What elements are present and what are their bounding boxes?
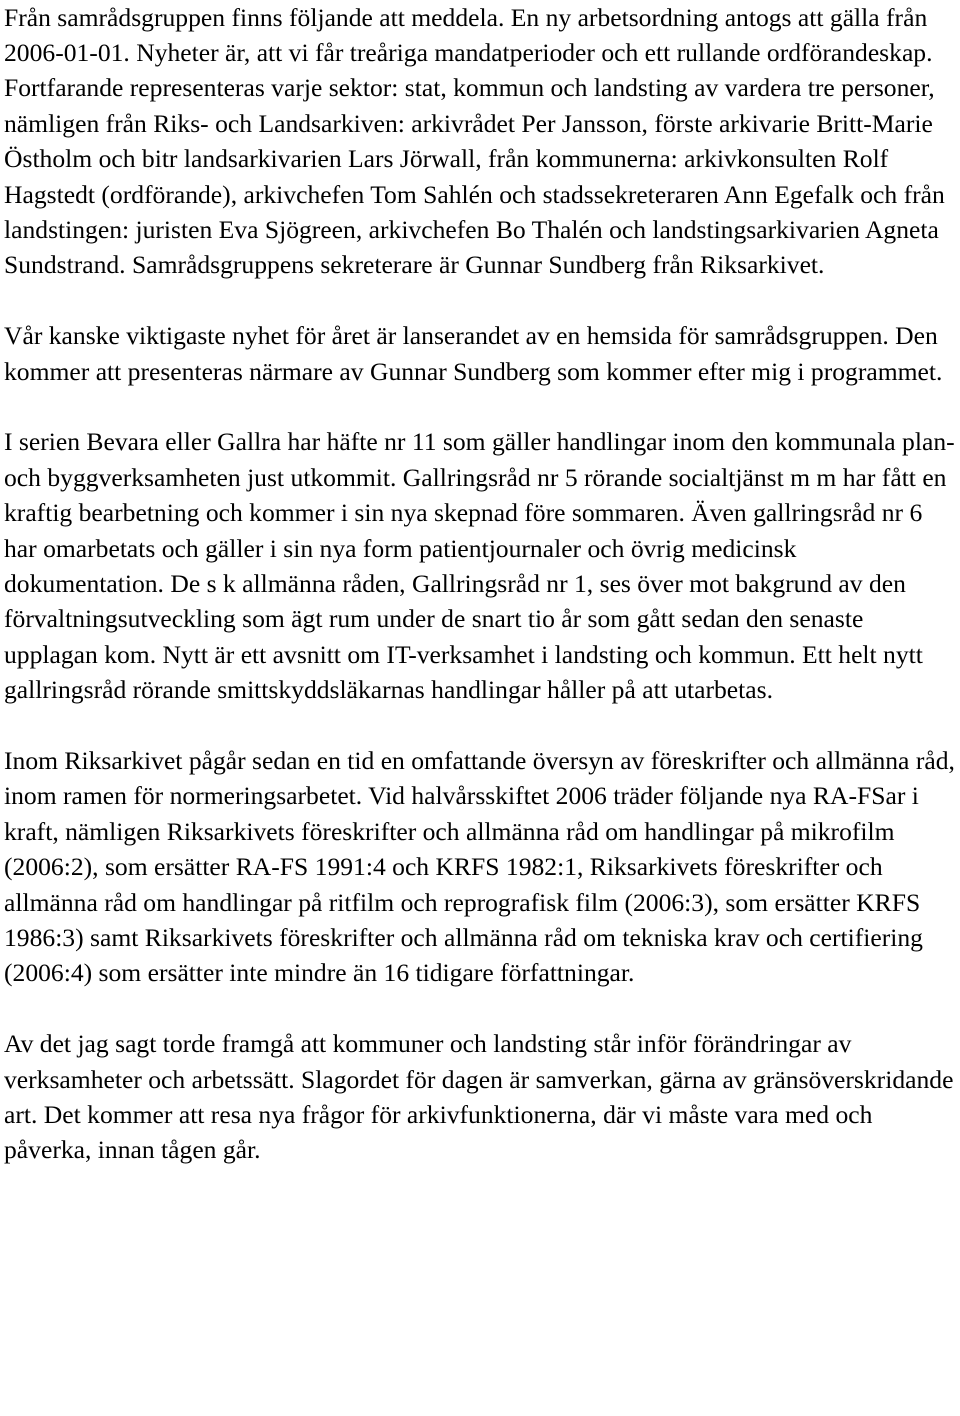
paragraph-riksarkivet-foreskrifter: Inom Riksarkivet pågår sedan en tid en omfattande översyn av föreskrifter och allmänna råd, inom ramen för normeringsarbetet. Vid halvårsskiftet 2006 träder följande nya RA-FSar i kraft, nämligen Riksarkivets föreskrifter och allmänna råd om handlingar på mikrofilm (2006:2), som ersätter RA-FS 1991:4 och KRFS 1982:1, Riksarkivets föreskrifter och allmänna råd om handlingar på ritfilm och reprografisk film (2006:3), som ersätter KRFS 1986:3) samt Riksarkivets föreskrifter och allmänna råd om tekniska krav och certifiering (2006:4) som ersätter inte mindre än 16 tidigare författningar. (4, 745, 955, 988)
paragraph-bevara-eller-gallra: I serien Bevara eller Gallra har häfte nr 11 som gäller handlingar inom den kommunala plan- och byggverksamheten just utkommit. Gallringsråd nr 5 rörande socialtjänst m m har fått en kraftig bearbetning och kommer i sin nya skepnad före sommaren. Även gallringsråd nr 6 har omarbetats och gäller i sin nya form patientjournaler och övrig medicinsk dokumentation. De s k allmänna råden, Gallringsråd nr 1, ses över mot bakgrund av den förvaltningsutveckling som ägt rum under de snart tio år som gått sedan den senaste upplagan kom. Nytt är ett avsnitt om IT-verksamhet i landsting och kommun. Ett helt nytt gallringsråd rörande smittskyddsläkarnas handlingar håller på att utarbetas. (4, 427, 955, 705)
paragraph-spacer (4, 708, 956, 743)
paragraph-spacer (4, 389, 956, 424)
paragraph-hemsida: Vår kanske viktigaste nyhet för året är lanserandet av en hemsida för samrådsgruppen. Den kommer att presenteras närmare av Gunnar Sundberg som kommer efter mig i programmet. (4, 321, 943, 386)
paragraph-spacer (4, 991, 956, 1026)
paragraph-spacer (4, 283, 956, 318)
paragraph-slutsats: Av det jag sagt torde framgå att kommuner och landsting står inför förändringar av verksamheter och arbetssätt. Slagordet för dagen är samverkan, gärna av gränsöverskridande art. Det kommer att resa nya frågor för arkivfunktionerna, där vi måste vara med och påverka, innan tågen går. (4, 1029, 954, 1165)
paragraph-samradsgruppen: Från samrådsgruppen finns följande att meddela. En ny arbetsordning antogs att gälla från 2006-01-01. Nyheter är, att vi får treåriga mandatperioder och ett rullande ordförandeskap. Fortfarande representeras varje sektor: stat, kommun och landsting av vardera tre personer, nämligen från Riks- och Landsarkiven: arkivrådet Per Jansson, förste arkivarie Britt-Marie Östholm och bitr landsarkivarien Lars Jörwall, från kommunerna: arkivkonsulten Rolf Hagstedt (ordförande), arkivchefen Tom Sahlén och stadssekreteraren Ann Egefalk och från landstingen: juristen Eva Sjögreen, arkivchefen Bo Thalén och landstingsarkivarien Agneta Sundstrand. Samrådsgruppens sekreterare är Gunnar Sundberg från Riksarkivet. (4, 2, 945, 280)
